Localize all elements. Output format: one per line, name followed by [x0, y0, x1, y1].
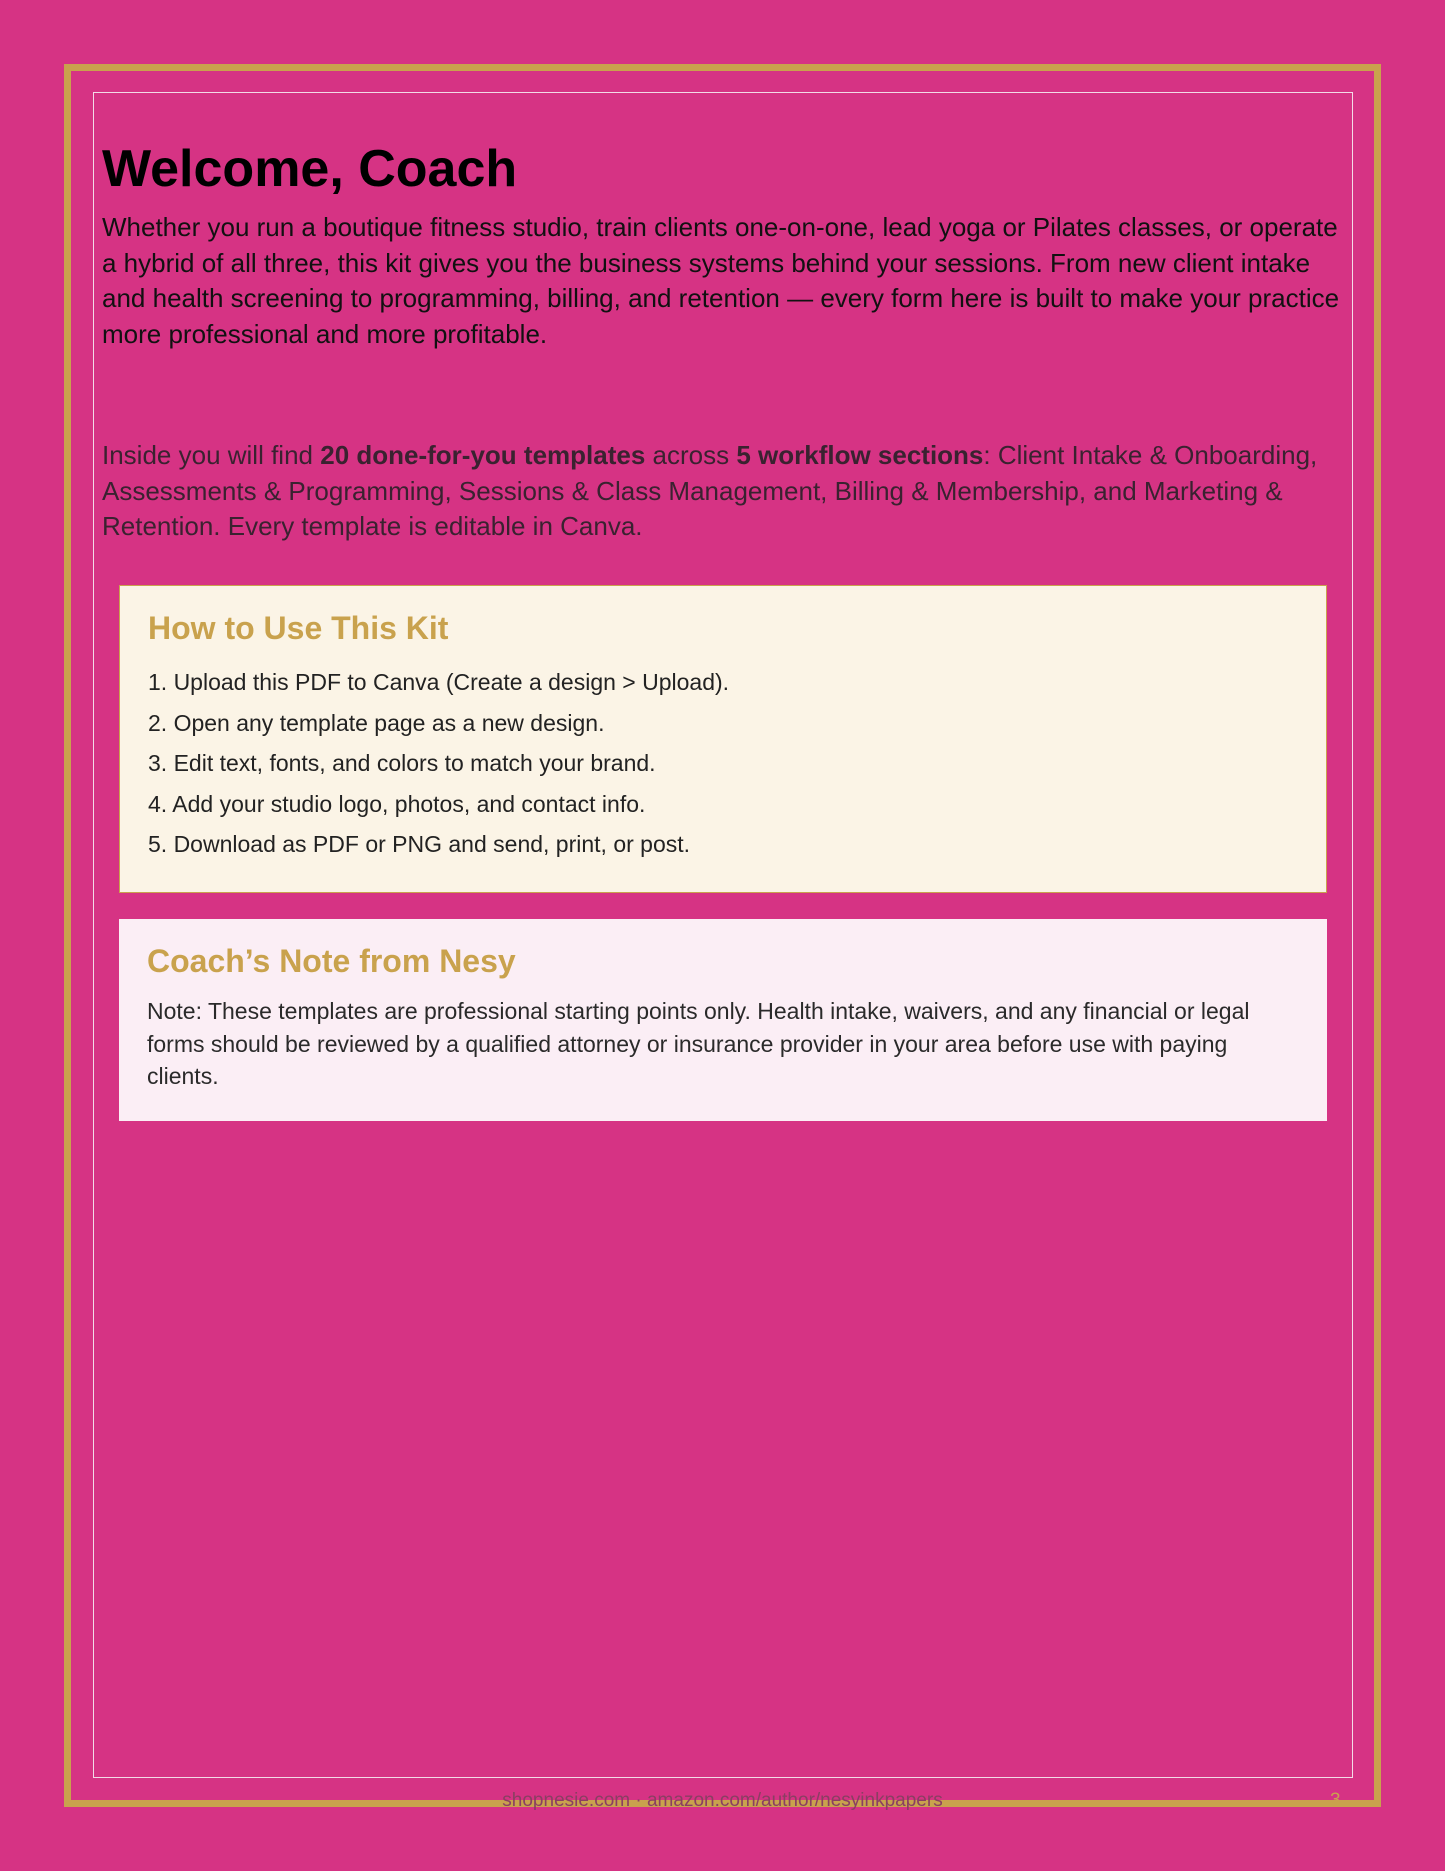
page-title: Welcome, Coach [102, 140, 518, 198]
step-item: 2. Open any template page as a new design. [148, 709, 605, 736]
inside-prefix: Inside you will find [102, 440, 321, 470]
step-item: 3. Edit text, fonts, and colors to match your brand. [148, 750, 656, 776]
inside-suffix: : Client Intake & Onboarding, Assessments & Programming, Sessions & Class Management, Billing & Membership, and Marketing & Retention. Every template is editable in Canva. [102, 440, 1318, 541]
footer-links: shopnesie.com · amazon.com/author/nesyinkpapers [502, 1790, 943, 1811]
page-number: 3 [1330, 1790, 1341, 1811]
step-item: 1. Upload this PDF to Canva (Create a design > Upload). [148, 669, 730, 695]
sections-count: 5 workflow sections [736, 440, 984, 470]
main-content [102, 138, 1342, 545]
step-item: 4. Add your studio logo, photos, and contact info. [148, 790, 646, 817]
how-to-use-box [119, 585, 1327, 893]
templates-count: 20 done-for-you templates [320, 440, 646, 470]
coach-note-text: Note: These templates are professional starting points only. Health intake, waivers, and any financial or legal forms should be reviewed by a qualified attorney or insurance provider in your area before use with paying clients. [147, 998, 1250, 1089]
how-to-steps-list [148, 662, 1298, 865]
coach-note-title: Coach’s Note from Nesy [147, 943, 516, 979]
how-to-use-title: How to Use This Kit [148, 610, 449, 646]
inside-middle: across [645, 440, 737, 470]
inside-paragraph [102, 438, 1342, 545]
intro-paragraph: Whether you run a boutique fitness studio, train clients one-on-one, lead yoga or Pilates classes, or operate a hybrid of all three, this kit gives you the business systems behind your sessions. From new client intake and health screening to programming, billing, and retention — every form here is built to make your practice more professional and more profitable. [102, 212, 1340, 349]
step-item: 5. Download as PDF or PNG and send, print, or post. [148, 831, 691, 857]
coach-note-box [119, 919, 1327, 1121]
